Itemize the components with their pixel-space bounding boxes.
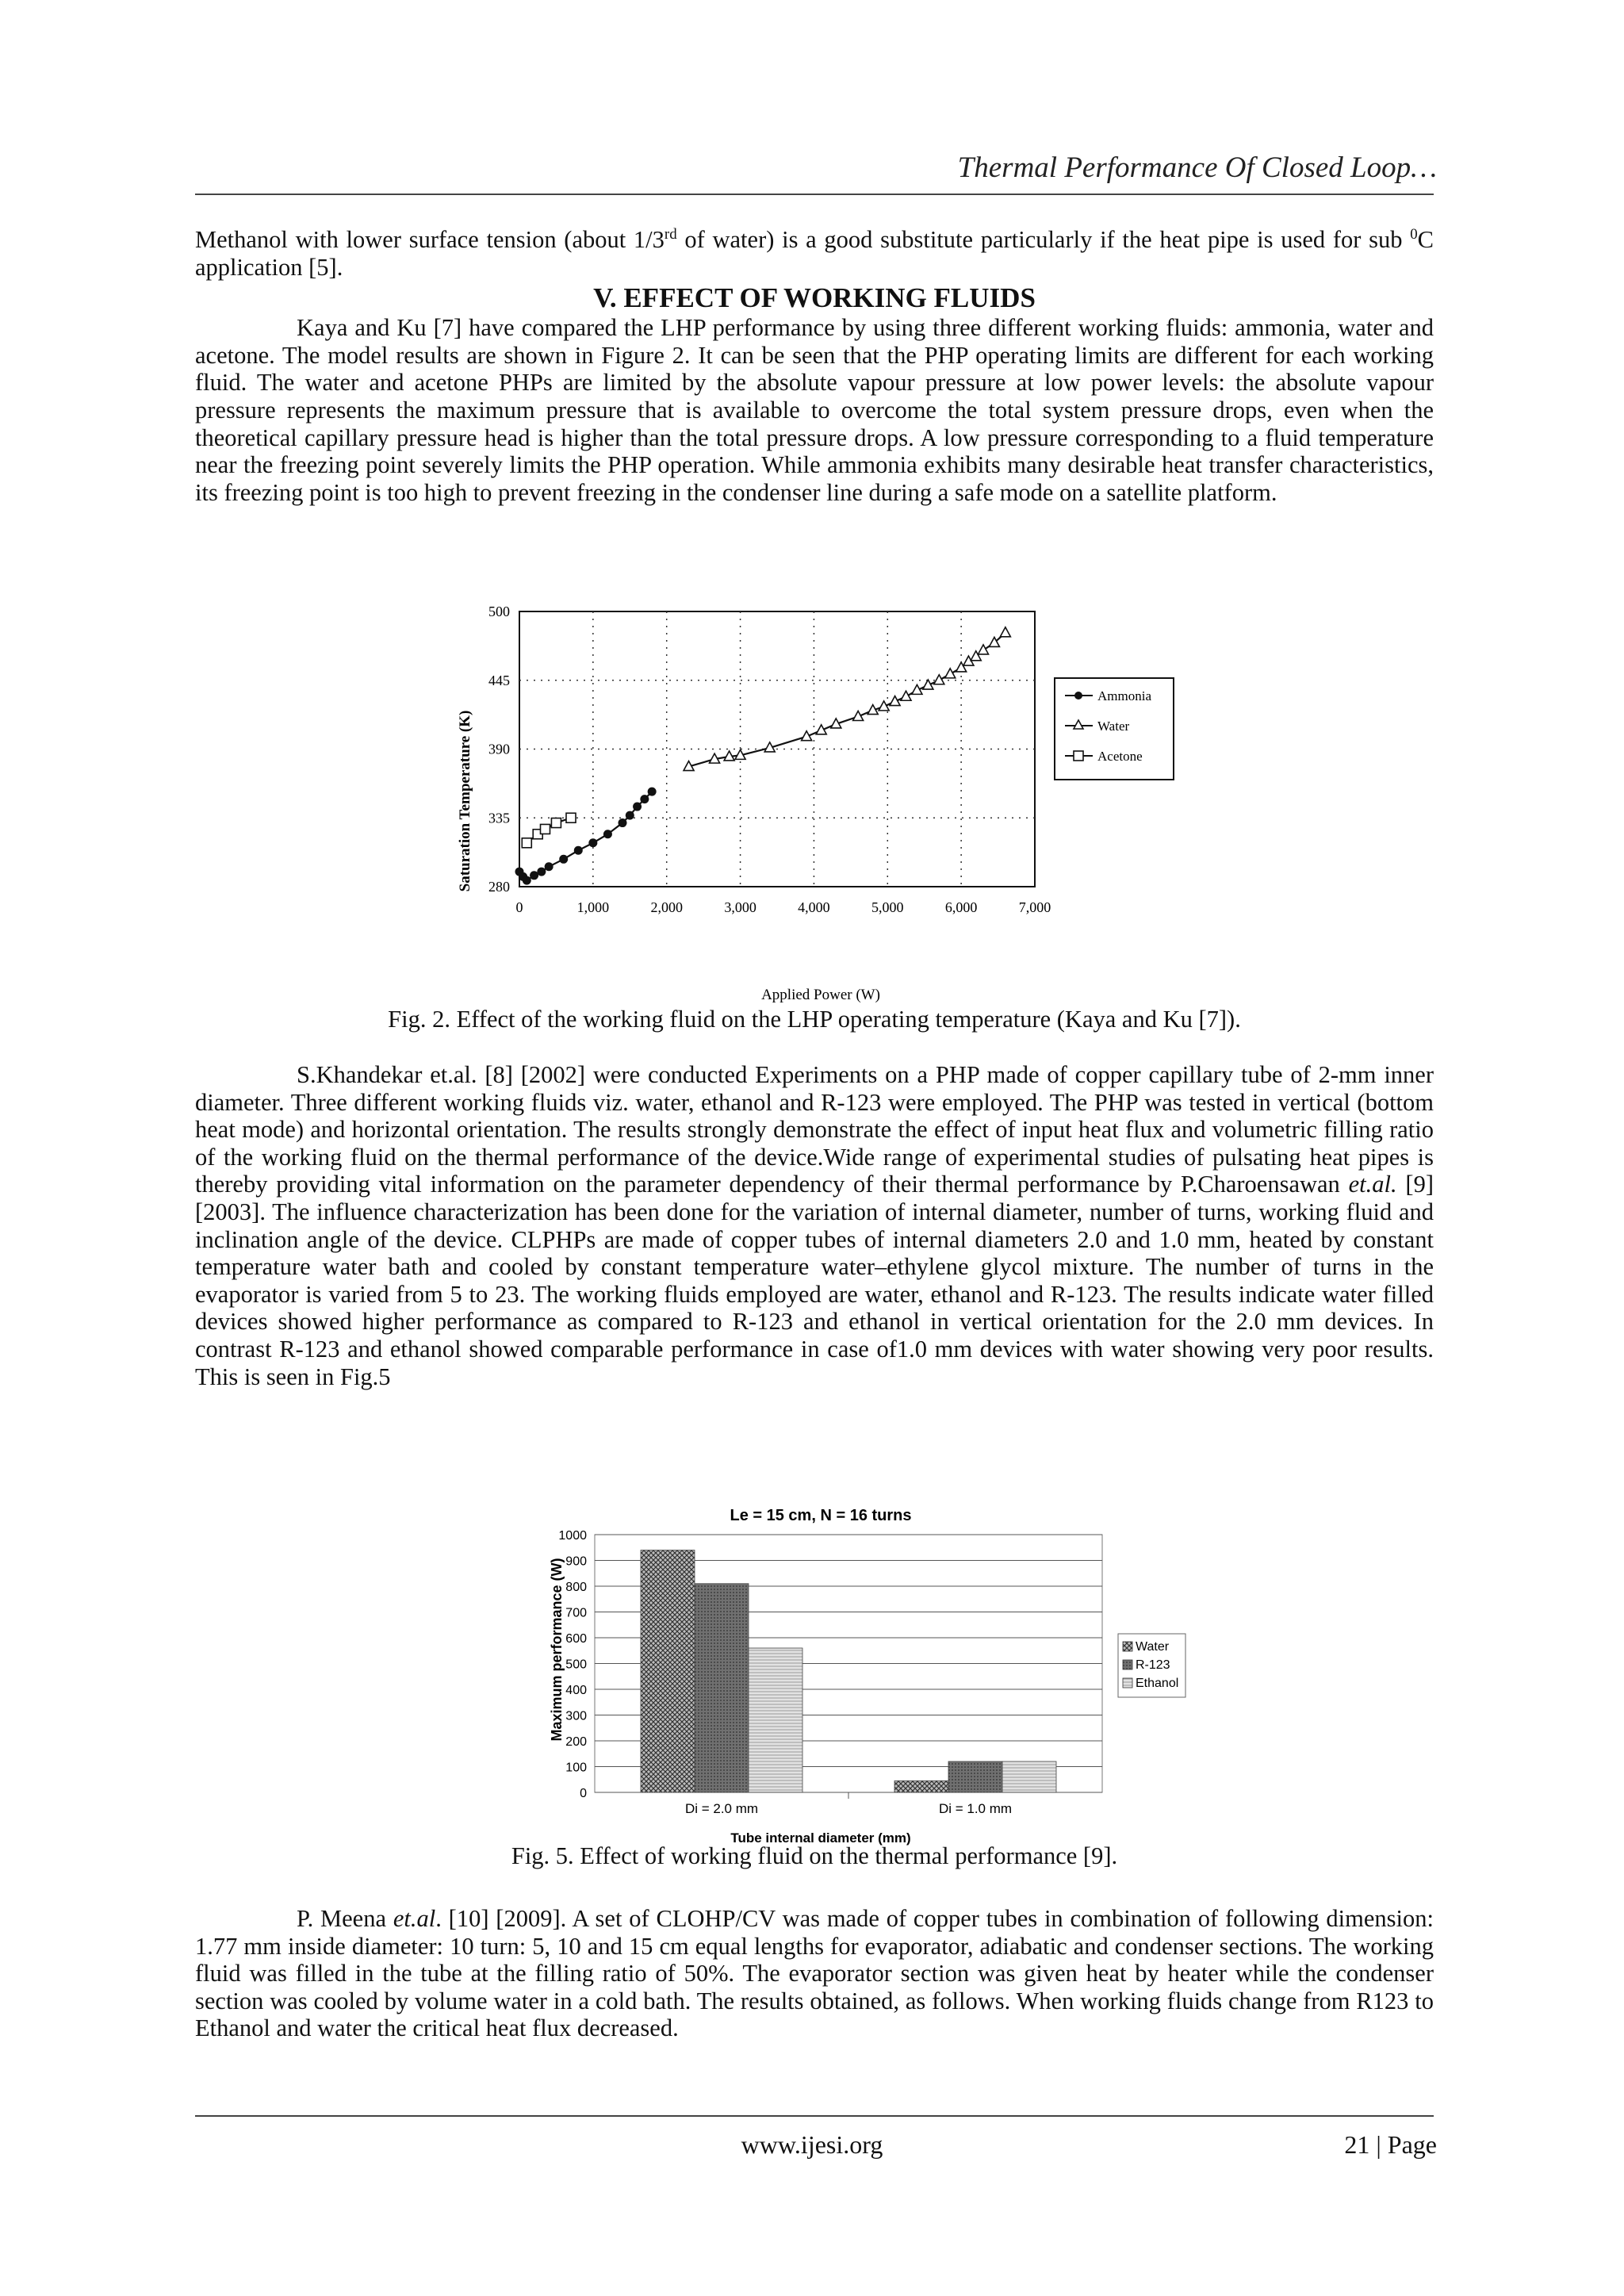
- fig5-y-axis-label: Maximum performance (W): [549, 1558, 565, 1742]
- fig2-point-ammonia: [626, 811, 634, 820]
- fig2-point-ammonia: [588, 838, 597, 847]
- fig2-point-acetone: [522, 838, 531, 848]
- paragraph-methanol: [195, 226, 1434, 281]
- legend-r123-label: R-123: [1136, 1658, 1170, 1672]
- fig5-y-tick-label: 800: [565, 1581, 587, 1594]
- fig5-y-tick-label: 400: [565, 1684, 587, 1697]
- fig5-bar-r123: [948, 1761, 1002, 1792]
- fig2-x-tick-label: 3,000: [724, 899, 756, 915]
- fig5-title: Le = 15 cm, N = 16 turns: [730, 1507, 912, 1524]
- fig2-point-ammonia: [603, 830, 612, 838]
- header-rule: [195, 194, 1434, 195]
- fig2-point-ammonia: [574, 846, 583, 855]
- fig5-y-tick-label: 700: [565, 1606, 587, 1620]
- para1-text-c: C application [5].: [195, 226, 1434, 281]
- fig5-y-tick-label: 900: [565, 1554, 587, 1569]
- fig2-x-tick-label: 6,000: [944, 899, 978, 915]
- para4-italic: et.al: [393, 1905, 436, 1932]
- fig2-x-tick-label: 2,000: [650, 899, 683, 915]
- para1-sup-degree: 0: [1410, 225, 1418, 243]
- fig2-y-tick-label: 445: [488, 672, 510, 688]
- fig2-point-ammonia: [537, 868, 546, 876]
- fig2-point-ammonia: [648, 788, 657, 796]
- para1-text-b: of water) is a good substitute particularly if the heat pipe is used for sub: [676, 226, 1411, 253]
- fig2-point-acetone: [551, 818, 561, 828]
- legend-r123-swatch: [1123, 1660, 1132, 1669]
- legend-ethanol-label: Ethanol: [1136, 1677, 1179, 1690]
- legend-water-label: Water: [1136, 1640, 1170, 1654]
- para3-text-a: S.Khandekar et.al. [8] [2002] were conducted Experiments on a PHP made of copper capillary tube of 2-mm inner diameter. Three different working fluids viz. water, ethanol and R-123 were employed. The PHP was tested in vertical (bottom heat mode) and horizontal orientation. The results strongly demonstrate the effect of input heat flux and volumetric filling ratio of the working fluid on the thermal performance of the device.Wide range of experimental studies of pulsating heat pipes is thereby providing vital information on the parameter dependency of their thermal performance by P.Charoensawan: [195, 1061, 1434, 1198]
- para3-italic: et.al.: [1348, 1171, 1397, 1198]
- fig5-bar-water: [894, 1780, 948, 1792]
- section-heading: V. EFFECT OF WORKING FLUIDS: [593, 282, 1036, 314]
- footer-url: www.ijesi.org: [741, 2130, 883, 2159]
- fig2-x-tick-label: 4,000: [798, 899, 830, 915]
- running-title: Thermal Performance Of Closed Loop…: [957, 151, 1437, 184]
- paragraph-khandekar: [195, 1061, 1434, 1390]
- fig5-y-tick-label: 200: [565, 1735, 587, 1749]
- fig5-y-tick-label: 100: [565, 1761, 587, 1775]
- fig2-point-ammonia: [633, 803, 642, 811]
- fig2-legend: [1055, 678, 1174, 780]
- paragraph-kaya-ku: Kaya and Ku [7] have compared the LHP performance by using three different working fluids: ammonia, water and acetone. The model results are shown in Figure 2. It can be seen that the PHP operating limits are different for each working fluid. The water and acetone PHPs are limited by the absolute vapour pressure at low power levels: the absolute vapour pressure represents the maximum pressure that is available to overcome the total system pressure drops, even when the theoretical capillary pressure head is higher than the total pressure drops. A low pressure corresponding to a fluid temperature near the freezing point severely limits the PHP operation. While ammonia exhibits many desirable heat transfer characteristics, its freezing point is too high to prevent freezing in the condenser line during a safe mode on a satellite platform.: [195, 314, 1434, 506]
- fig2-point-acetone: [566, 813, 576, 822]
- fig2-x-axis-label: Applied Power (W): [761, 987, 880, 1003]
- para1-sup-rd: rd: [664, 225, 677, 243]
- footer-rule: [195, 2115, 1434, 2117]
- figure-5-caption: Fig. 5. Effect of working fluid on the thermal performance [9].: [511, 1842, 1118, 1869]
- legend-ammonia-marker: [1074, 692, 1082, 700]
- paragraph-meena: [195, 1905, 1434, 2042]
- fig5-y-tick-label: 1000: [558, 1529, 587, 1543]
- fig5-y-tick-label: 300: [565, 1709, 587, 1723]
- fig5-bar-ethanol: [749, 1648, 802, 1792]
- fig2-x-tick-label: 5,000: [871, 899, 904, 915]
- fig2-x-tick-label: 0: [515, 899, 523, 915]
- fig2-point-ammonia: [559, 855, 568, 864]
- legend-ethanol-swatch: [1123, 1678, 1132, 1688]
- fig5-y-tick-label: 0: [580, 1787, 587, 1800]
- fig2-point-ammonia: [523, 876, 531, 885]
- para3-text-b: [9] [2003]. The influence characterization has been done for the variation of internal diameter, number of turns, working fluid and inclination angle of the device. CLPHPs are made of copper tubes of internal diameters 2.0 and 1.0 mm, heated by constant temperature water bath and cooled by constant temperature water–ethylene glycol mixture. The number of turns in the evaporator is varied from 5 to 23. The working fluids employed are water, ethanol and R-123. The results indicate water filled devices showed higher performance as compared to R-123 and ethanol in vertical orientation for the 2.0 mm devices. In contrast R-123 and ethanol showed comparable performance in case of1.0 mm devices with water showing very poor results. This is seen in Fig.5: [195, 1171, 1434, 1390]
- fig2-point-ammonia: [530, 871, 538, 880]
- legend-acetone-label: Acetone: [1097, 749, 1143, 764]
- fig5-legend: [1118, 1634, 1185, 1697]
- body-middle: [195, 1061, 1434, 1390]
- para1-text-a: Methanol with lower surface tension (about 1/3: [195, 226, 665, 253]
- body-top: [195, 226, 1434, 506]
- figure-2-line-chart: [444, 599, 1205, 1011]
- fig5-bar-r123: [695, 1584, 749, 1792]
- fig5-bar-water: [641, 1550, 695, 1793]
- fig2-point-ammonia: [545, 862, 553, 871]
- fig5-category-label: Di = 2.0 mm: [684, 1801, 759, 1816]
- body-bottom: [195, 1905, 1434, 2042]
- fig2-y-tick-label: 390: [488, 741, 510, 757]
- fig2-y-axis-label: Saturation Temperature (K): [457, 710, 473, 892]
- fig2-axes: [488, 604, 1051, 915]
- fig2-point-ammonia: [619, 818, 627, 827]
- fig2-x-tick-label: 1,000: [576, 899, 610, 915]
- fig5-bar-ethanol: [1002, 1761, 1056, 1792]
- fig5-category-label: Di = 1.0 mm: [938, 1801, 1013, 1816]
- figure-2-caption: Fig. 2. Effect of the working fluid on the LHP operating temperature (Kaya and Ku [7]).: [388, 1006, 1241, 1033]
- footer-page-number: 21 | Page: [1344, 2130, 1437, 2159]
- para4-text-a: P. Meena: [297, 1905, 393, 1932]
- legend-water-swatch: [1123, 1642, 1132, 1651]
- para4-text-b: . [10] [2009]. A set of CLOHP/CV was made of copper tubes in combination of following dimension: 1.77 mm inside diameter: 10 turn: 5, 10 and 15 cm equal lengths for evaporator, adiabatic and condenser sections. The working fluid was filled in the tube at the filling ratio of 50%. The evaporator section was given heat by heater while the condenser section was cooled by volume water in a cold bath. The results obtained, as follows. When working fluids change from R123 to Ethanol and water the critical heat flux decreased.: [195, 1905, 1434, 2042]
- figure-5-bar-chart: [539, 1503, 1197, 1852]
- fig5-x-axis-label: Tube internal diameter (mm): [730, 1830, 911, 1846]
- fig2-point-ammonia: [640, 795, 649, 803]
- fig5-y-tick-label: 500: [565, 1658, 587, 1672]
- fig2-y-tick-label: 500: [488, 604, 510, 619]
- fig2-y-tick-label: 280: [488, 879, 510, 895]
- legend-water-label: Water: [1097, 719, 1130, 734]
- legend-ammonia-label: Ammonia: [1097, 688, 1151, 703]
- fig2-point-acetone: [541, 824, 550, 834]
- legend-acetone-marker: [1074, 751, 1083, 761]
- fig5-y-tick-label: 600: [565, 1632, 587, 1646]
- fig2-y-tick-label: 335: [488, 810, 510, 826]
- fig2-x-tick-label: 7,000: [1018, 899, 1051, 915]
